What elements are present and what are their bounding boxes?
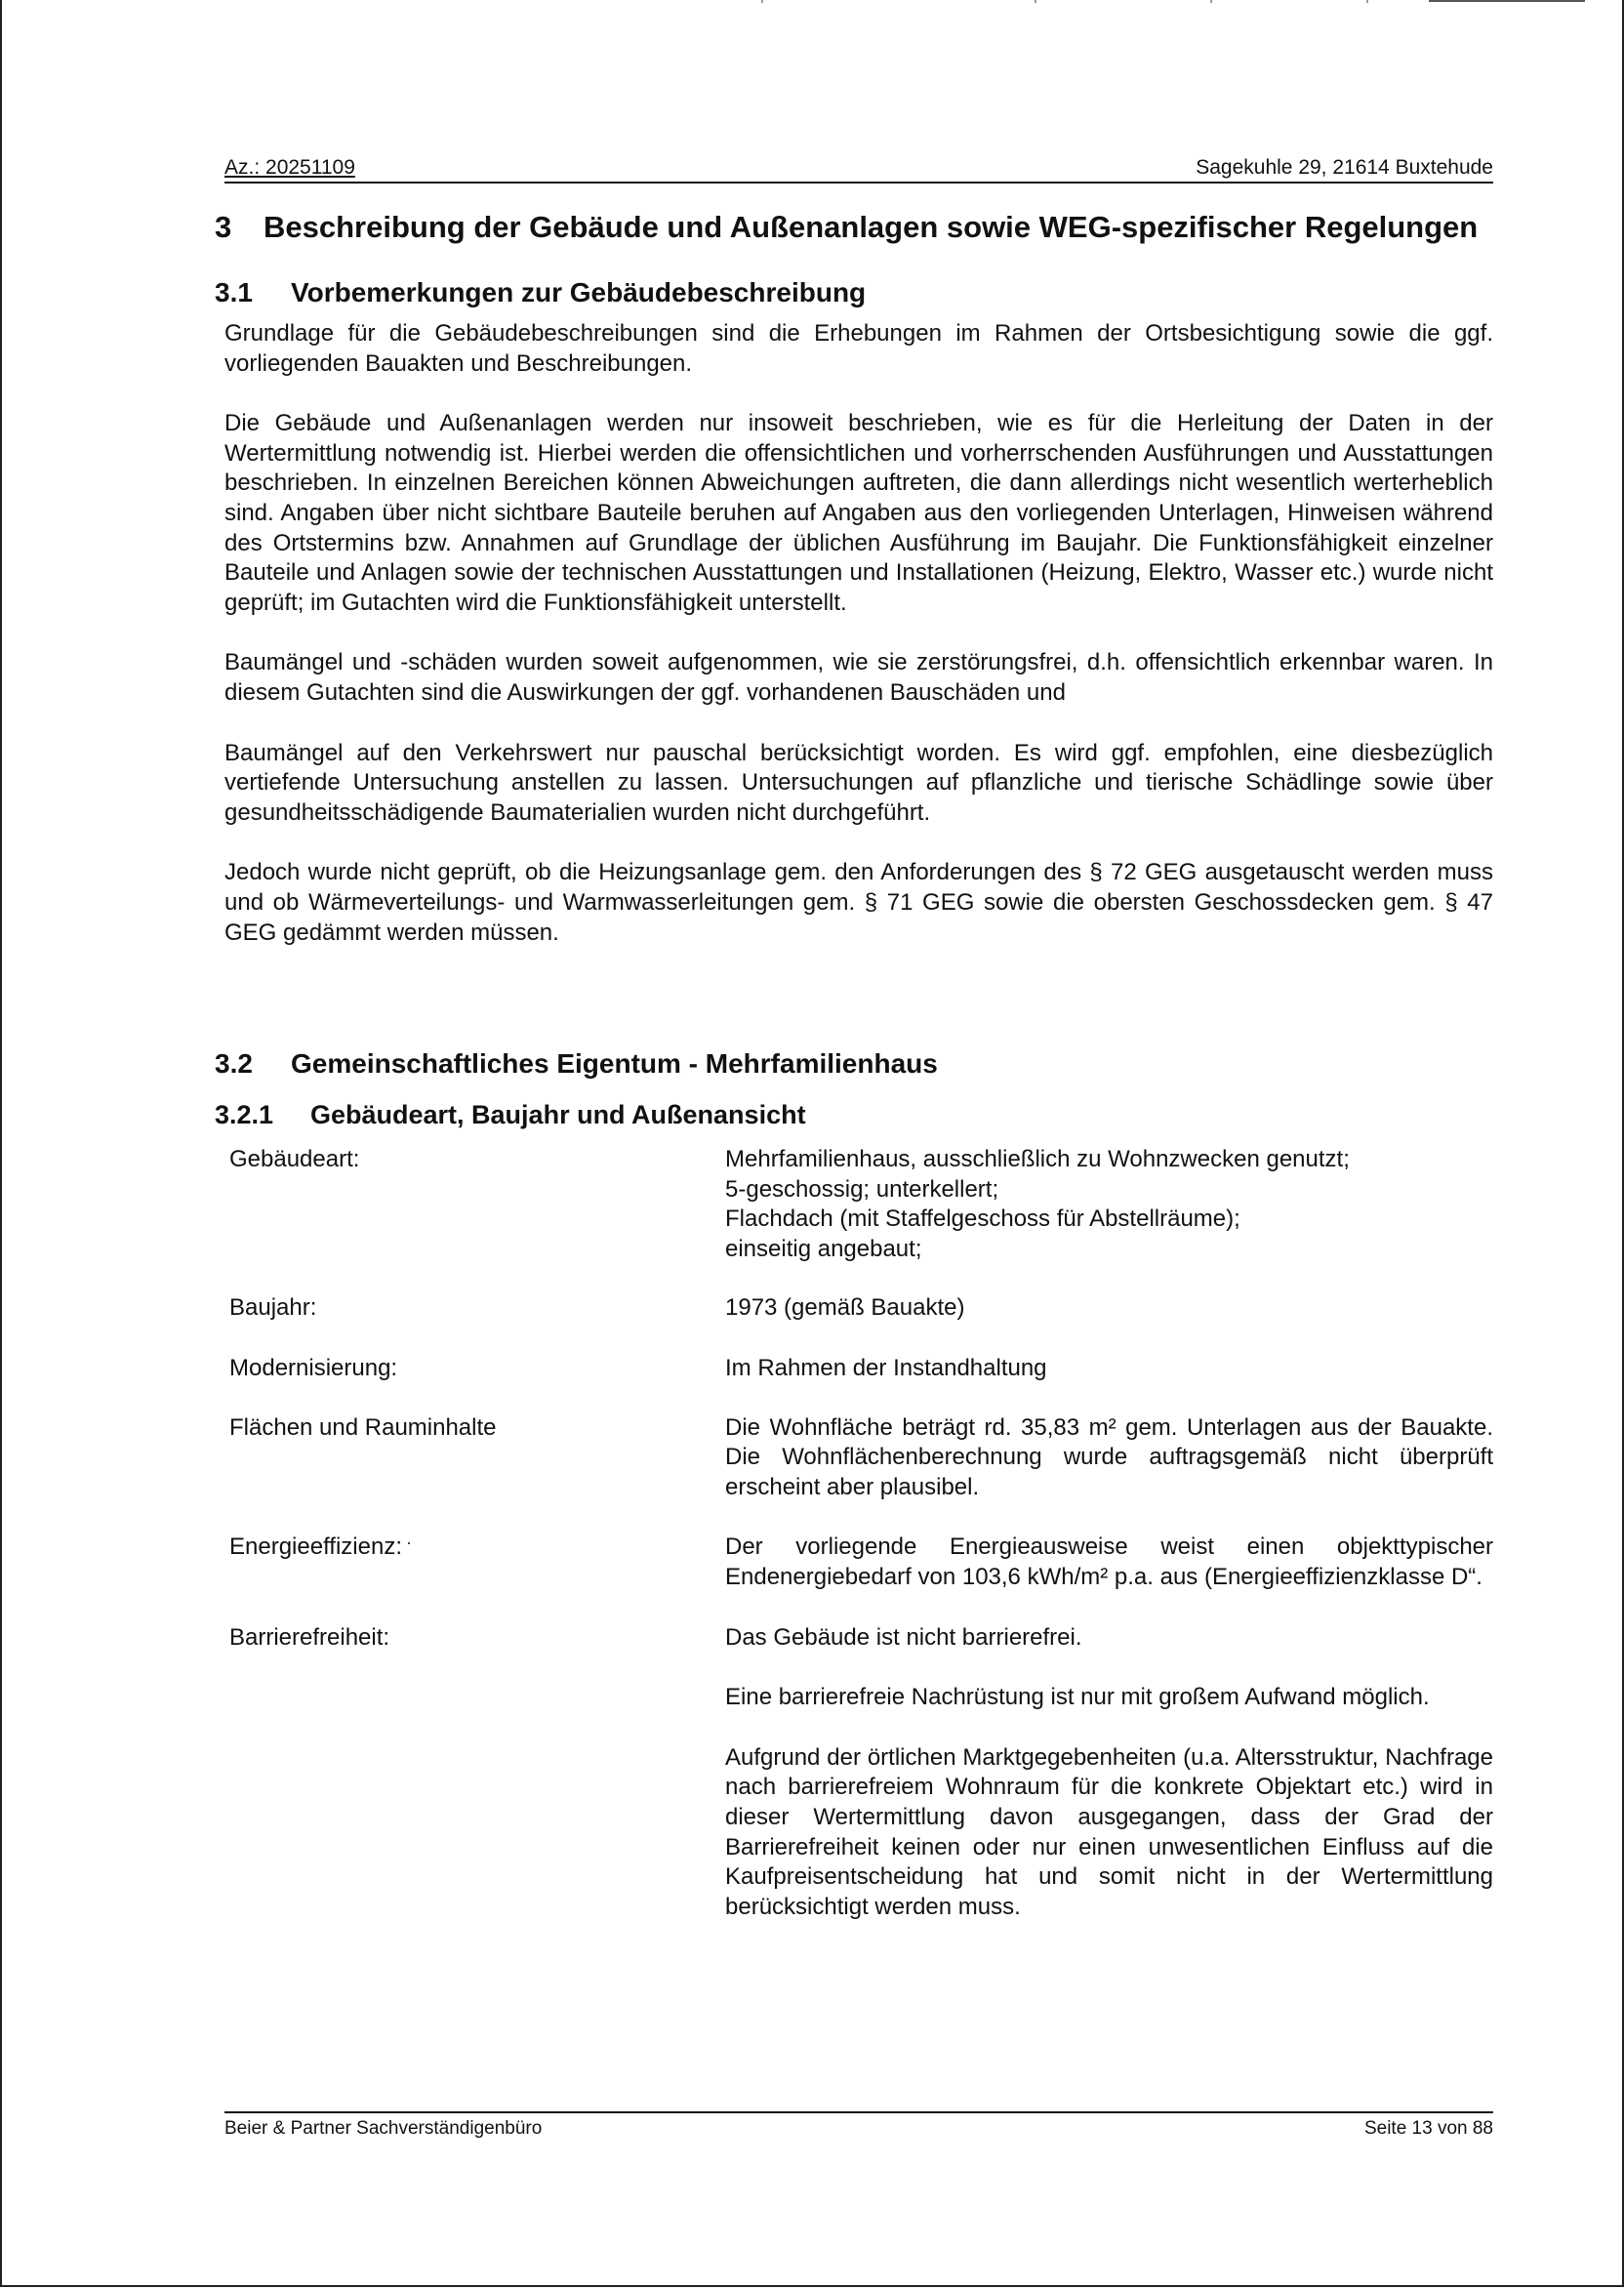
paragraph: Baumängel und -schäden wurden soweit aufgenommen, wie sie zerstörungsfrei, d.h. offensichtlich erkennbar waren. In diesem Gutachten sind die Auswirkungen der ggf. vorhandenen Bauschäden und	[224, 649, 1493, 706]
page-number: Seite 13 von 88	[1363, 2118, 1493, 2139]
value-line: Die Wohnfläche beträgt rd. 35,83 m² gem. Unterlagen aus der Bauakte. Die Wohnflächenberechnung wurde auftragsgemäß nicht überprüft erscheint aber plausibel.	[725, 1413, 1493, 1500]
value-line: einseitig angebaut;	[725, 1235, 922, 1262]
office-name: Beier & Partner Sachverständigenbüro	[224, 2118, 543, 2139]
property-row-baujahr	[215, 1293, 1493, 1324]
row-label: Gebäudeart:	[229, 1146, 360, 1173]
section-title: Gebäudeart, Baujahr und Außenansicht	[310, 1100, 806, 1130]
row-label: Barrierefreiheit:	[229, 1623, 390, 1651]
scan-tick	[761, 0, 763, 3]
value-line: 5-geschossig; unterkellert;	[725, 1175, 999, 1203]
value-line: Im Rahmen der Instandhaltung	[725, 1355, 1047, 1382]
paragraph: Jedoch wurde nicht geprüft, ob die Heizungsanlage gem. den Anforderungen des § 72 GEG ausgetauscht werden muss und ob Wärmeverteilungs- und Warmwasserleitungen gem. § 71 GEG sowie die obersten Geschossdecken gem. § 47 GEG gedämmt werden müssen.	[224, 859, 1493, 946]
row-label: Flächen und Rauminhalte	[229, 1413, 497, 1441]
row-value	[725, 1293, 1493, 1324]
paragraph: Baumängel auf den Verkehrswert nur pauschal berücksichtigt worden. Es wird ggf. empfohlen, eine diesbezüglich vertiefende Untersuchung anstellen zu lassen. Untersuchungen auf pflanzliche und tierische Schädlinge sowie über gesundheitsschädigende Baumaterialien wurden nicht durchgeführt.	[224, 739, 1493, 826]
scan-edge-mark	[1429, 0, 1585, 5]
value-line: Der vorliegende Energieausweise weist einen objekttypischer Endenergiebedarf von 103,6 kWh/m² p.a. aus (Energieeffizienzklasse D“.	[725, 1533, 1493, 1591]
section-3-1-heading	[215, 276, 1493, 309]
value-line: Mehrfamilienhaus, ausschließlich zu Wohnzwecken genutzt;	[725, 1146, 1350, 1173]
section-title: Vorbemerkungen zur Gebäudebeschreibung	[291, 277, 867, 307]
section-number: 3.2	[215, 1048, 253, 1080]
row-value	[725, 1533, 1493, 1592]
paragraph: Grundlage für die Gebäudebeschreibungen sind die Erhebungen im Rahmen der Ortsbesichtigung sowie die ggf. vorliegenden Bauakten und Beschreibungen.	[224, 320, 1493, 377]
section-number: 3	[215, 210, 232, 244]
row-value	[725, 1623, 1493, 1923]
section-3-heading	[215, 209, 1493, 246]
value-line: Aufgrund der örtlichen Marktgegebenheiten (u.a. Altersstruktur, Nachfrage nach barrierefreiem Wohnraum für die konkrete Objektart etc.) wird in dieser Wertermittlung davon ausgegangen, dass der Grad der Barrierefreiheit keinen oder nur einen unwesentlichen Einfluss auf die Kaufpreisentscheidung hat und somit nicht in der Wertermittlung berücksichtigt werden muss.	[725, 1743, 1493, 1920]
value-line: Flachdach (mit Staffelgeschoss für Abstellräume);	[725, 1206, 1240, 1233]
property-row-modernisierung	[215, 1354, 1493, 1384]
reference-number: Az.: 20251109	[224, 156, 355, 179]
property-row-gebaeudeart	[215, 1145, 1493, 1264]
section-title: Beschreibung der Gebäude und Außenanlagen sowie WEG-spezifischer Regelungen	[264, 210, 1479, 244]
scan-tick	[1035, 0, 1036, 3]
section-number: 3.2.1	[215, 1100, 274, 1130]
value-line: Das Gebäude ist nicht barrierefrei.	[725, 1623, 1082, 1651]
paragraph: Die Gebäude und Außenanlagen werden nur insoweit beschrieben, wie es für die Herleitung der Daten in der Wertermittlung notwendig ist. Hierbei werden die offensichtlichen und vorherrschenden Ausführungen und Ausstattungen beschrieben. In einzelnen Bereichen können Abweichungen auftreten, die dann allerdings nicht wesentlich werterheblich sind. Angaben über nicht sichtbare Bauteile beruhen auf Angaben aus den vorliegenden Unterlagen, Hinweisen während des Ortstermins bzw. Annahmen auf Grundlage der üblichen Ausführung im Baujahr. Die Funktionsfähigkeit einzelner Bauteile und Anlagen sowie der technischen Ausstattungen und Installationen (Heizung, Elektro, Wasser etc.) wurde nicht geprüft; im Gutachten wird die Funktionsfähigkeit unterstellt.	[224, 410, 1493, 616]
row-label: Modernisierung:	[229, 1355, 398, 1382]
section-3-2-1-heading	[215, 1098, 1493, 1131]
page-header	[224, 152, 1493, 184]
scan-speck	[408, 1542, 410, 1544]
page-footer	[224, 2111, 1493, 2141]
scan-tick	[1210, 0, 1212, 3]
scan-tick	[1366, 0, 1368, 3]
section-3-2-heading	[215, 1047, 1493, 1081]
property-row-energieeffizienz	[215, 1533, 1493, 1592]
section-title: Gemeinschaftliches Eigentum - Mehrfamilienhaus	[291, 1048, 938, 1080]
property-row-barrierefreiheit	[215, 1623, 1493, 1923]
property-row-flaechen	[215, 1413, 1493, 1503]
section-number: 3.1	[215, 277, 253, 307]
row-value	[725, 1413, 1493, 1503]
property-address: Sagekuhle 29, 21614 Buxtehude	[1196, 156, 1493, 179]
row-value	[725, 1354, 1493, 1384]
value-line: 1973 (gemäß Bauakte)	[725, 1294, 965, 1322]
row-value	[725, 1145, 1493, 1264]
row-label: Baujahr:	[229, 1294, 317, 1322]
row-label: Energieeffizienz:	[229, 1533, 402, 1561]
page-content	[215, 205, 1493, 1922]
value-line: Eine barrierefreie Nachrüstung ist nur mit großem Aufwand möglich.	[725, 1684, 1430, 1711]
